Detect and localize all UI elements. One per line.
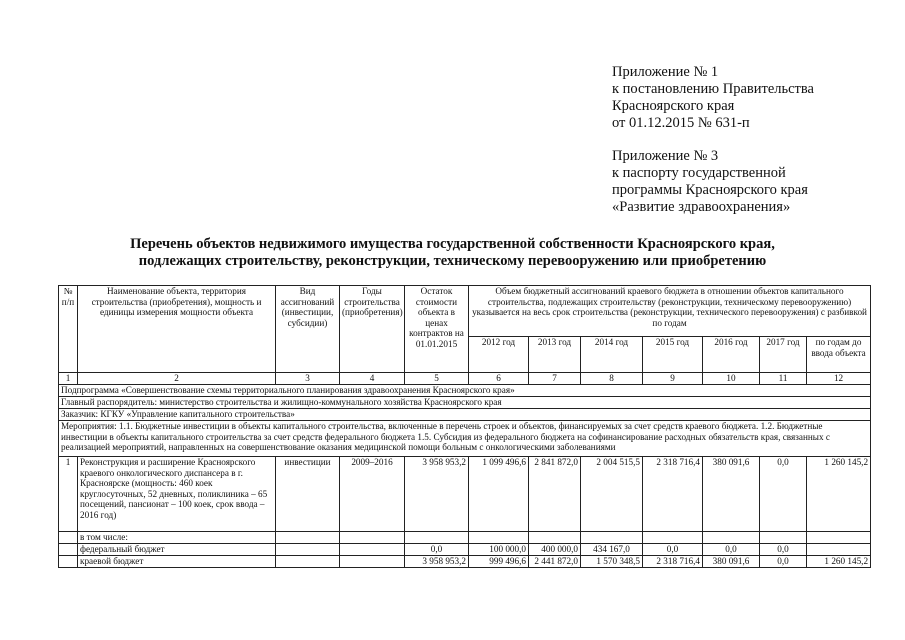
header-years: Годы строительства (приобретения) bbox=[340, 286, 405, 373]
appendix-3-line-1: Приложение № 3 bbox=[612, 148, 719, 164]
federal-2013: 400 000,0 bbox=[529, 544, 581, 556]
header-2014: 2014 год bbox=[581, 337, 643, 373]
header-type: Вид ассигнований (инвестиции, субсидии) bbox=[276, 286, 340, 373]
federal-2017: 0,0 bbox=[760, 544, 807, 556]
appendix-1-line-3: Красноярского края bbox=[612, 98, 735, 114]
header-2012: 2012 год bbox=[469, 337, 529, 373]
objects-table bbox=[58, 285, 871, 568]
regional-2014: 1 570 348,5 bbox=[581, 556, 643, 568]
col-number: 1 bbox=[59, 373, 78, 385]
regional-2012: 999 496,6 bbox=[469, 556, 529, 568]
header-name: Наименование объекта, территория строительства (приобретения), мощность и единицы измерения мощности объекта bbox=[78, 286, 276, 373]
title-line-2: подлежащих строительству, реконструкции, техническому перевооружению или приобретению bbox=[138, 253, 767, 269]
federal-row bbox=[59, 544, 871, 556]
header-2017: 2017 год bbox=[760, 337, 807, 373]
header-balance: Остаток стоимости объекта в ценах контрактов на 01.01.2015 bbox=[405, 286, 469, 373]
regional-after: 1 260 145,2 bbox=[807, 556, 871, 568]
col-number: 11 bbox=[760, 373, 807, 385]
object-name: Реконструкция и расширение Красноярского краевого онкологического диспансера в г. Красноярске (мощность: 460 коек круглосуточных, 52 дневных, поликлиника – 65 посещений, пансионат – 100 коек, срок ввода – 2016 год) bbox=[78, 457, 276, 532]
regional-2015: 2 318 716,4 bbox=[643, 556, 703, 568]
object-years: 2009–2016 bbox=[340, 457, 405, 532]
col-number: 5 bbox=[405, 373, 469, 385]
col-number: 12 bbox=[807, 373, 871, 385]
col-number: 3 bbox=[276, 373, 340, 385]
object-num: 1 bbox=[59, 457, 78, 532]
federal-2016: 0,0 bbox=[703, 544, 760, 556]
header-2015: 2015 год bbox=[643, 337, 703, 373]
subprogram-text: Подпрограмма «Совершенствование схемы территориального планирования здравоохранения Красноярского края» bbox=[59, 385, 871, 397]
federal-balance: 0,0 bbox=[405, 544, 469, 556]
header-2016: 2016 год bbox=[703, 337, 760, 373]
object-2013: 2 841 872,0 bbox=[529, 457, 581, 532]
measures-row bbox=[59, 421, 871, 457]
regional-balance: 3 958 953,2 bbox=[405, 556, 469, 568]
object-2012: 1 099 496,6 bbox=[469, 457, 529, 532]
subprogram-row bbox=[59, 385, 871, 397]
header-num: № п/п bbox=[59, 286, 78, 373]
appendix-1-note bbox=[612, 64, 814, 132]
customer-text: Заказчик: КГКУ «Управление капитального строительства» bbox=[59, 409, 871, 421]
federal-2014: 434 167,0 bbox=[581, 544, 643, 556]
header-after: по годам до ввода объекта bbox=[807, 337, 871, 373]
regional-2013: 2 441 872,0 bbox=[529, 556, 581, 568]
appendix-3-line-2: к паспорту государственной bbox=[612, 165, 786, 181]
col-number: 2 bbox=[78, 373, 276, 385]
object-balance: 3 958 953,2 bbox=[405, 457, 469, 532]
measures-text: Мероприятия: 1.1. Бюджетные инвестиции в объекты капитального строительства, включенные в перечень строек и объектов, финансируемых за счет средств краевого бюджета. 1.2. Бюджетные инвестиции в объекты капитального строительства за счет средств федерального бюджета 1.5. Субсидия из федерального бюджета на софинансирование расходных обязательств края, связанных с реализацией мероприятий, направленных на совершенствование оказания медицинской помощи больным с онкологическими заболеваниями bbox=[59, 421, 871, 457]
object-after: 1 260 145,2 bbox=[807, 457, 871, 532]
regional-2017: 0,0 bbox=[760, 556, 807, 568]
header-budget: Объем бюджетный ассигнований краевого бюджета в отношении объектов капитального строительства, подлежащих строительству (реконструкции, техническому перевооружению) указывается на весь срок строительства (реконструкции, технического перевооружения) с разбивкой по годам bbox=[469, 286, 871, 337]
appendix-3-line-3: программы Красноярского края bbox=[612, 182, 808, 198]
header-row bbox=[59, 286, 871, 337]
appendix-1-line-1: Приложение № 1 bbox=[612, 64, 719, 80]
regional-label: краевой бюджет bbox=[78, 556, 276, 568]
federal-2015: 0,0 bbox=[643, 544, 703, 556]
object-2014: 2 004 515,5 bbox=[581, 457, 643, 532]
federal-label: федеральный бюджет bbox=[78, 544, 276, 556]
federal-after bbox=[807, 544, 871, 556]
appendix-1-line-4: от 01.12.2015 № 631-п bbox=[612, 115, 750, 131]
appendix-3-line-4: «Развитие здравоохранения» bbox=[612, 199, 791, 215]
col-number: 4 bbox=[340, 373, 405, 385]
col-number: 8 bbox=[581, 373, 643, 385]
header-2013: 2013 год bbox=[529, 337, 581, 373]
manager-text: Главный распорядитель: министерство строительства и жилищно-коммунального хозяйства Красноярского края bbox=[59, 397, 871, 409]
document-title bbox=[40, 236, 865, 270]
regional-row bbox=[59, 556, 871, 568]
regional-2016: 380 091,6 bbox=[703, 556, 760, 568]
column-numbers-row bbox=[59, 373, 871, 385]
customer-row bbox=[59, 409, 871, 421]
title-line-1: Перечень объектов недвижимого имущества государственной собственности Красноярского края, bbox=[130, 236, 775, 252]
object-2017: 0,0 bbox=[760, 457, 807, 532]
including-label: в том числе: bbox=[78, 532, 276, 544]
object-type: инвестиции bbox=[276, 457, 340, 532]
federal-2012: 100 000,0 bbox=[469, 544, 529, 556]
object-row bbox=[59, 457, 871, 532]
including-row bbox=[59, 532, 871, 544]
manager-row bbox=[59, 397, 871, 409]
col-number: 10 bbox=[703, 373, 760, 385]
appendix-1-line-2: к постановлению Правительства bbox=[612, 81, 814, 97]
col-number: 7 bbox=[529, 373, 581, 385]
col-number: 6 bbox=[469, 373, 529, 385]
appendix-3-note bbox=[612, 148, 808, 216]
object-2016: 380 091,6 bbox=[703, 457, 760, 532]
col-number: 9 bbox=[643, 373, 703, 385]
object-2015: 2 318 716,4 bbox=[643, 457, 703, 532]
